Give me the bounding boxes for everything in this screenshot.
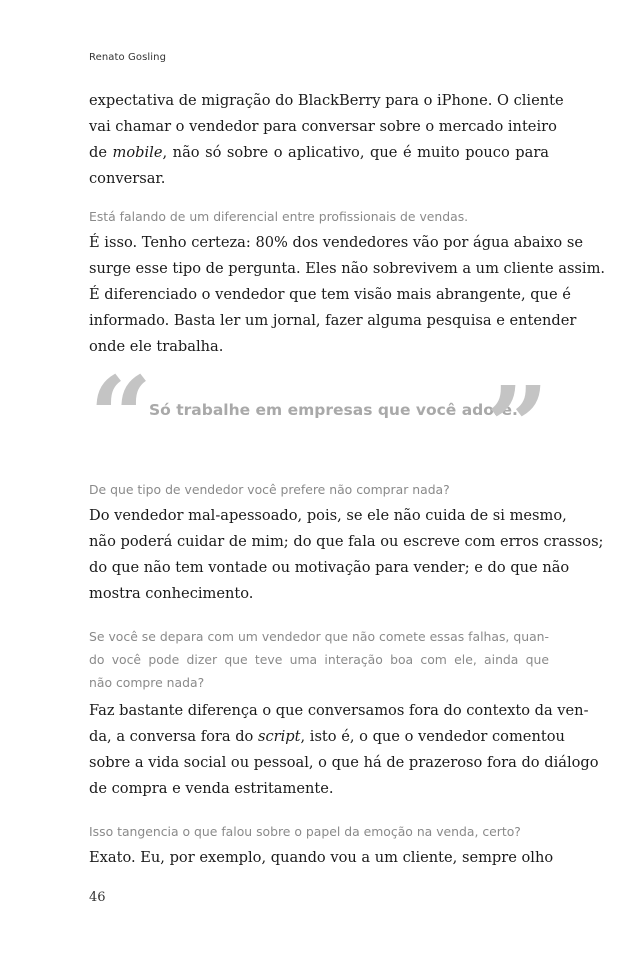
text-line: informado. Basta ler um jornal, fazer alguma pesquisa e entender bbox=[89, 312, 577, 329]
page-number: 46 bbox=[89, 890, 106, 905]
open-quote-icon: “ bbox=[89, 352, 153, 481]
text-line: da, a conversa fora do script, isto é, o que o vendedor comentou bbox=[89, 728, 565, 745]
question-line: do você pode dizer que teve uma interação boa com ele, ainda que bbox=[89, 652, 549, 667]
running-head: Renato Gosling bbox=[89, 52, 167, 63]
text-line: vai chamar o vendedor para conversar sobre o mercado inteiro bbox=[89, 118, 557, 135]
text-line: É isso. Tenho certeza: 80% dos vendedores vão por água abaixo se bbox=[89, 234, 583, 251]
text-line: Exato. Eu, por exemplo, quando vou a um cliente, sempre olho bbox=[89, 849, 554, 866]
italic-term: mobile bbox=[112, 144, 163, 161]
interview-answer bbox=[89, 230, 606, 360]
text-line: de mobile, não só sobre o aplicativo, que é muito pouco para bbox=[89, 144, 549, 161]
question-line: Se você se depara com um vendedor que não comete essas falhas, quan- bbox=[89, 629, 549, 644]
interview-question bbox=[89, 205, 549, 228]
interview-answer bbox=[89, 845, 554, 871]
text-line: onde ele trabalha. bbox=[89, 338, 224, 355]
text-line: mostra conhecimento. bbox=[89, 585, 254, 602]
interview-answer bbox=[89, 698, 599, 802]
question-line: Está falando de um diferencial entre profissionais de vendas. bbox=[89, 209, 469, 224]
paragraph-intro bbox=[89, 88, 564, 192]
interview-question bbox=[89, 625, 549, 694]
text-line: de compra e venda estritamente. bbox=[89, 780, 334, 797]
question-line: Isso tangencia o que falou sobre o papel da emoção na venda, certo? bbox=[89, 824, 521, 839]
text-line: Do vendedor mal-apessoado, pois, se ele não cuida de si mesmo, bbox=[89, 507, 567, 524]
pull-quote-text: Só trabalhe em empresas que você adore. bbox=[149, 401, 518, 419]
close-quote-icon: ” bbox=[485, 362, 549, 491]
italic-term: script bbox=[257, 728, 301, 745]
text-line: conversar. bbox=[89, 170, 166, 187]
interview-question bbox=[89, 478, 549, 501]
interview-question bbox=[89, 820, 549, 843]
interview-answer bbox=[89, 503, 604, 607]
text-line: expectativa de migração do BlackBerry para o iPhone. O cliente bbox=[89, 92, 564, 109]
text-line: sobre a vida social ou pessoal, o que há de prazeroso fora do diálogo bbox=[89, 754, 599, 771]
text-line: Faz bastante diferença o que conversamos fora do contexto da ven- bbox=[89, 702, 589, 719]
text-line: É diferenciado o vendedor que tem visão mais abrangente, que é bbox=[89, 286, 571, 303]
question-line: não compre nada? bbox=[89, 675, 205, 690]
text-line: surge esse tipo de pergunta. Eles não sobrevivem a um cliente assim. bbox=[89, 260, 606, 277]
text-line: não poderá cuidar de mim; do que fala ou escreve com erros crassos; bbox=[89, 533, 604, 550]
question-line: De que tipo de vendedor você prefere não comprar nada? bbox=[89, 482, 450, 497]
text-line: do que não tem vontade ou motivação para vender; e do que não bbox=[89, 559, 570, 576]
